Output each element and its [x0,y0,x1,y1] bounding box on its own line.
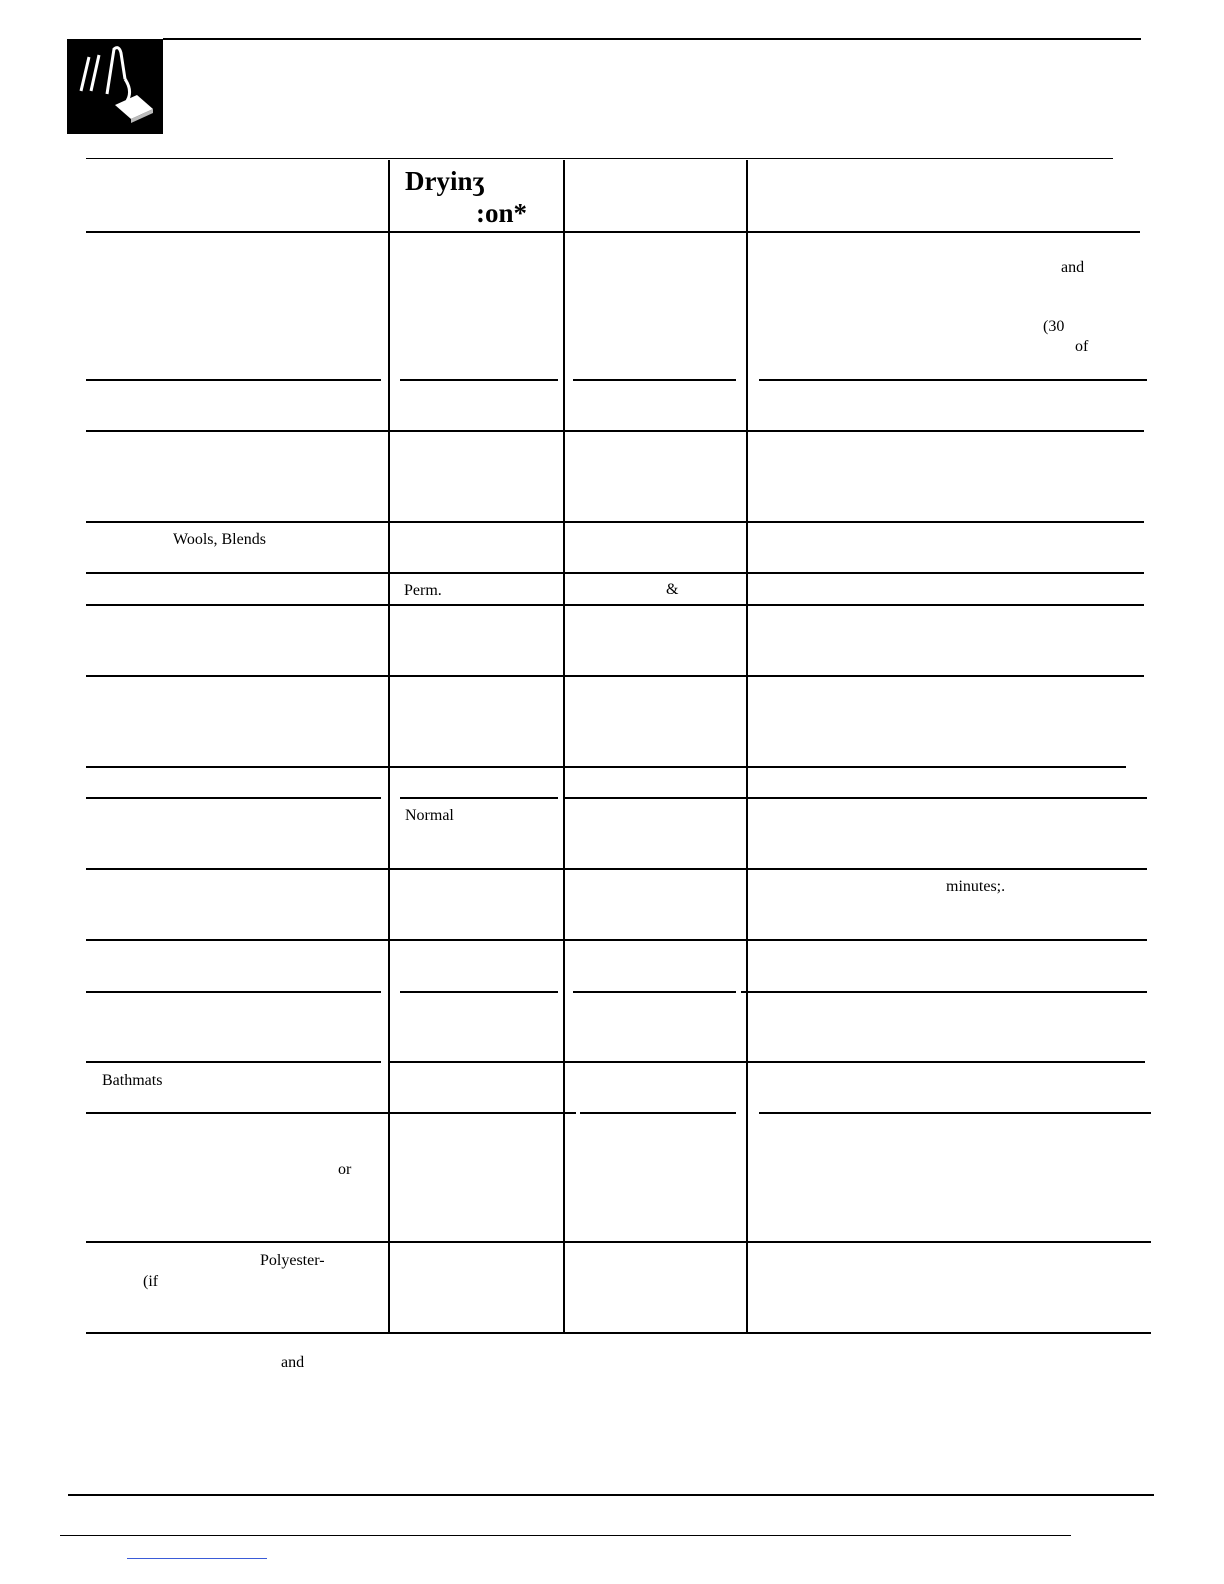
column-divider [563,160,565,1333]
cell-fragment: or [338,1161,352,1178]
row-rule [86,430,1144,432]
header-bottom-rule [86,231,1140,233]
cell-fragment: Polyester- [260,1252,325,1269]
cell-fragment: of [1075,338,1089,355]
row-rule [86,868,1147,870]
top-rule [163,38,1141,40]
table-top-rule [86,158,1113,159]
column-header-line-2: :on* [476,198,528,228]
cell-fragment: (30 [1043,318,1065,335]
link-underline [127,1558,267,1559]
cell-fragment: Normal [405,807,454,824]
row-rule [400,379,558,381]
row-rule [400,991,558,993]
row-rule [86,1241,1151,1243]
row-rule [741,991,1147,993]
row-rule [86,572,1144,574]
row-rule [759,1112,1151,1114]
row-rule [389,1061,1145,1063]
cell-fragment: & [666,581,679,598]
table-bottom-rule [86,1332,1151,1334]
footer-rule-thin [60,1535,1071,1536]
row-rule [86,604,1144,606]
row-rule [86,1112,576,1114]
hand-pressing-button-icon [67,39,163,134]
column-divider [388,160,390,1333]
row-rule [86,797,381,799]
cell-fragment: minutes;. [946,878,1006,895]
row-rule [86,991,381,993]
footer-rule [68,1494,1154,1496]
row-rule [400,797,558,799]
footnote-fragment: and [281,1354,305,1371]
cell-fragment: (if [143,1273,159,1290]
row-rule [573,379,736,381]
row-rule [759,379,1147,381]
row-rule [573,991,736,993]
column-divider [746,160,748,1333]
row-rule [86,675,1144,677]
row-rule [86,1061,381,1063]
row-rule [86,521,1144,523]
row-rule [86,939,1147,941]
column-header-line-1: Dryinʒ [405,166,485,196]
cell-fragment: Wools, Blends [173,531,266,548]
row-rule [580,1112,736,1114]
cell-fragment: and [1061,259,1085,276]
cell-fragment: Perm. [404,582,442,599]
row-rule [86,766,1126,768]
row-rule [86,379,381,381]
row-rule [565,797,1147,799]
cell-fragment: Bathmats [102,1072,163,1089]
